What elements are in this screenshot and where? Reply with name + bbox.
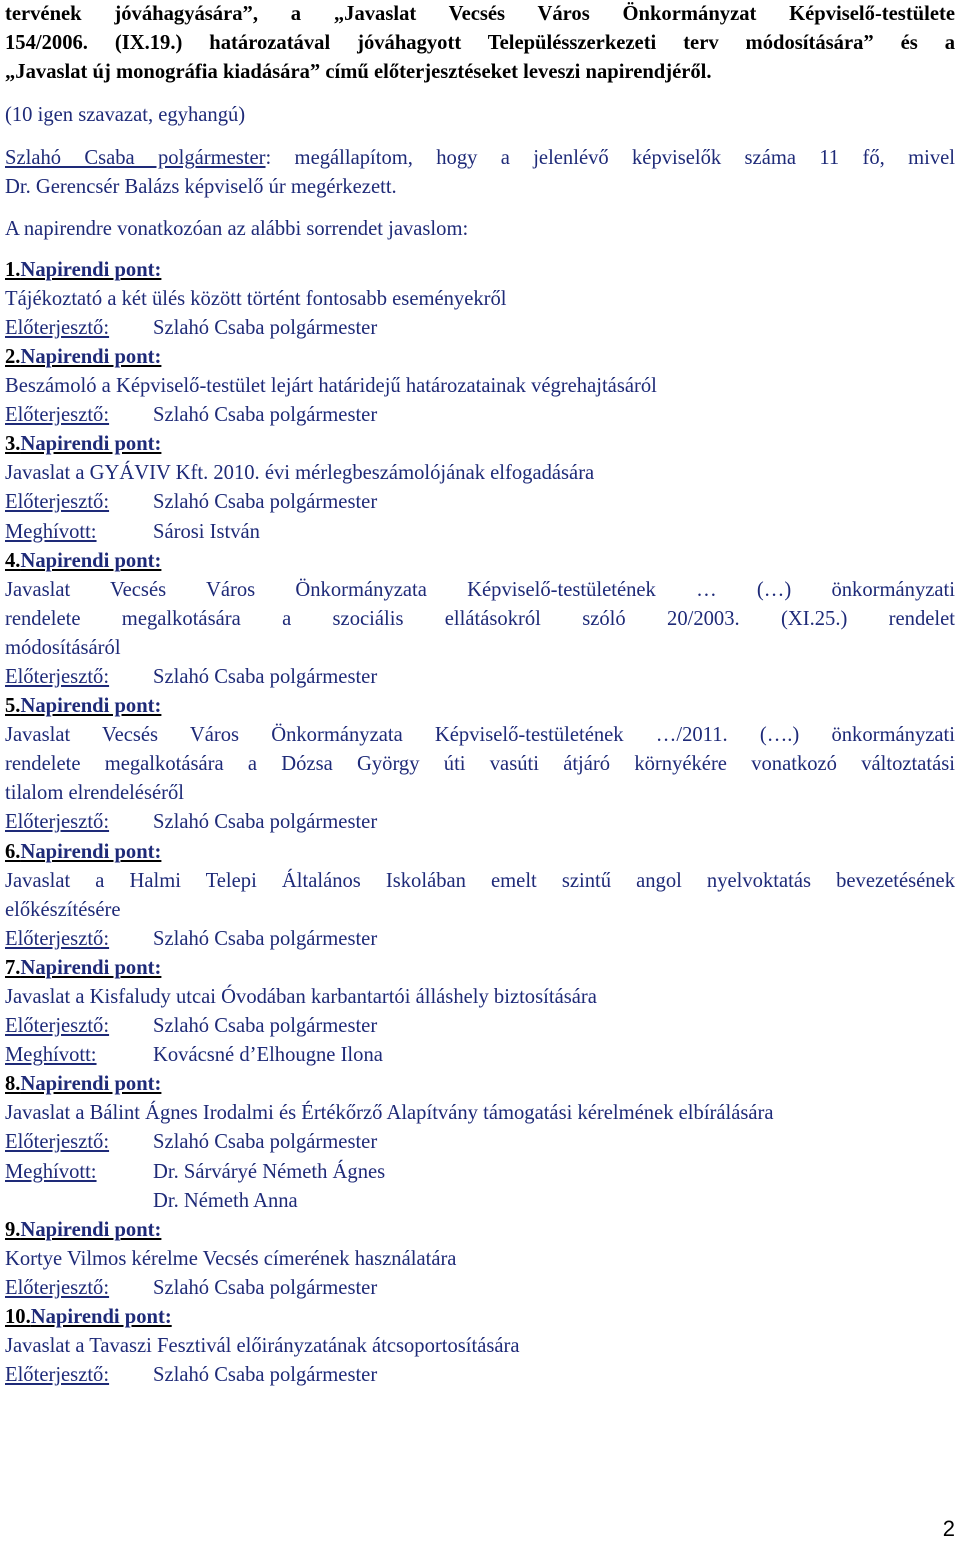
presenter-name: Szlahó Csaba polgármester	[153, 665, 378, 688]
presenter-name: Szlahó Csaba polgármester	[153, 1015, 378, 1038]
agenda-item-heading	[5, 547, 955, 576]
agenda-item	[5, 954, 955, 1070]
presenter-label: Előterjesztő:	[5, 665, 110, 688]
presenter-name: Szlahó Csaba polgármester	[153, 927, 378, 950]
agenda-item-heading-label: Napirendi pont:	[20, 956, 162, 979]
presenter-label: Előterjesztő:	[5, 927, 110, 950]
agenda-item-heading-label: Napirendi pont:	[20, 258, 162, 281]
agenda-list	[5, 256, 955, 1391]
agenda-item-title-line: Kortye Vilmos kérelme Vecsés címerének használatára	[5, 1247, 457, 1270]
presenter-row	[5, 488, 955, 517]
agenda-item	[5, 430, 955, 546]
agenda-intro: A napirendre vonatkozóan az alábbi sorrendet javaslom:	[5, 217, 469, 240]
document-page	[5, 0, 955, 1390]
presenter-label: Előterjesztő:	[5, 1364, 110, 1387]
presenter-name: Szlahó Csaba polgármester	[153, 811, 378, 834]
agenda-item	[5, 692, 955, 837]
agenda-item	[5, 256, 955, 343]
agenda-item-number: 5.	[5, 695, 21, 718]
agenda-item-number: 10.	[5, 1306, 31, 1329]
presenter-row	[5, 401, 955, 430]
mayor-statement-line-1	[5, 144, 955, 173]
intro-line-3: „Javaslat új monográfia kiadására” című előterjesztéseket leveszi napirendjéről.	[5, 61, 712, 84]
mayor-statement-line-2: Dr. Gerencsér Balázs képviselő úr megérkezett.	[5, 176, 397, 199]
agenda-item-heading	[5, 838, 955, 867]
agenda-item	[5, 343, 955, 430]
agenda-item	[5, 1070, 955, 1215]
presenter-name: Szlahó Csaba polgármester	[153, 1276, 378, 1299]
presenter-name: Szlahó Csaba polgármester	[153, 1131, 378, 1154]
agenda-item-heading-label: Napirendi pont:	[20, 840, 162, 863]
agenda-item-heading-label: Napirendi pont:	[20, 1073, 162, 1096]
agenda-item	[5, 1216, 955, 1303]
agenda-item-heading	[5, 1070, 955, 1099]
agenda-item-heading-label: Napirendi pont:	[20, 695, 162, 718]
agenda-item-title-line: előkészítésére	[5, 898, 121, 921]
invited-row	[5, 1187, 955, 1216]
presenter-label: Előterjesztő:	[5, 1131, 110, 1154]
agenda-item-heading-label: Napirendi pont:	[20, 549, 162, 572]
agenda-item-title-line: Javaslat a GYÁVIV Kft. 2010. évi mérlegbeszámolójának elfogadására	[5, 462, 595, 485]
agenda-item-title-line: Javaslat a Kisfaludy utcai Óvodában karbantartói álláshely biztosítására	[5, 986, 597, 1008]
presenter-name: Szlahó Csaba polgármester	[153, 404, 378, 427]
presenter-name: Szlahó Csaba polgármester	[153, 491, 378, 514]
intro-line-1: tervének jóváhagyására”, a „Javaslat Vecsés Város Önkormányzat Képviselő-testülete	[5, 3, 955, 25]
presenter-label: Előterjesztő:	[5, 316, 110, 339]
presenter-name: Szlahó Csaba polgármester	[153, 1364, 378, 1387]
agenda-item-heading	[5, 343, 955, 372]
presenter-label: Előterjesztő:	[5, 1276, 110, 1299]
agenda-item-number: 1.	[5, 258, 21, 281]
agenda-item-heading-label: Napirendi pont:	[20, 433, 162, 456]
agenda-item-heading-label: Napirendi pont:	[20, 1218, 162, 1241]
agenda-item-heading	[5, 430, 955, 459]
presenter-label: Előterjesztő:	[5, 404, 110, 427]
invited-label: Meghívott:	[5, 1044, 97, 1067]
presenter-label: Előterjesztő:	[5, 491, 110, 514]
presenter-row	[5, 663, 955, 692]
agenda-item-number: 8.	[5, 1073, 21, 1096]
presenter-label: Előterjesztő:	[5, 1015, 110, 1038]
agenda-item-heading	[5, 256, 955, 285]
agenda-item	[5, 1303, 955, 1390]
agenda-item-title-line: Javaslat Vecsés Város Önkormányzata Képviselő-testületének …/2011. (….) önkormányzati	[5, 724, 955, 747]
presenter-name: Szlahó Csaba polgármester	[153, 316, 378, 339]
agenda-item-number: 2.	[5, 345, 21, 368]
agenda-item-title-line: Javaslat Vecsés Város Önkormányzata Képviselő-testületének … (…) önkormányzati	[5, 578, 955, 601]
statement-text: : megállapítom, hogy a jelenlévő képviselők száma 11 fő, mivel	[265, 147, 955, 170]
intro-line-2: 154/2006. (IX.19.) határozatával jóváhagyott Településszerkezeti terv módosítására” és a	[5, 32, 955, 55]
agenda-item-heading-label: Napirendi pont:	[30, 1306, 172, 1329]
agenda-item-title-line: Javaslat a Bálint Ágnes Irodalmi és Értékőrző Alapítvány támogatási kérelmének elbírálására	[5, 1102, 774, 1125]
vote-result: (10 igen szavazat, egyhangú)	[5, 104, 246, 127]
presenter-row	[5, 808, 955, 837]
agenda-item-heading	[5, 1303, 955, 1332]
presenter-row	[5, 1274, 955, 1303]
agenda-item-title-line: tilalom elrendeléséről	[5, 782, 184, 805]
agenda-item-title-line: Beszámoló a Képviselő-testület lejárt határidejű határozatainak végrehajtásáról	[5, 375, 657, 398]
agenda-item-number: 6.	[5, 840, 21, 863]
presenter-row	[5, 1361, 955, 1390]
agenda-item-heading	[5, 692, 955, 721]
invited-name: Dr. Sárváryé Németh Ágnes	[153, 1160, 386, 1183]
page-number: 2	[942, 1516, 955, 1541]
presenter-row	[5, 1012, 955, 1041]
presenter-row	[5, 925, 955, 954]
agenda-item-title-line: Javaslat a Tavaszi Fesztivál előirányzatának átcsoportosítására	[5, 1335, 520, 1358]
agenda-item-title-line: Javaslat a Halmi Telepi Általános Iskolában emelt szintű angol nyelvoktatás bevezetésének	[5, 869, 955, 892]
invited-name: Dr. Németh Anna	[153, 1189, 298, 1212]
presenter-row	[5, 1128, 955, 1157]
presenter-label: Előterjesztő:	[5, 811, 110, 834]
agenda-item-heading	[5, 954, 955, 983]
speaker-name: Szlahó Csaba polgármester	[5, 147, 266, 170]
invited-name: Sárosi István	[153, 520, 260, 543]
invited-name: Kovácsné d’Elhougne Ilona	[153, 1044, 383, 1067]
invited-row	[5, 1041, 955, 1070]
agenda-item-title-line: Tájékoztató a két ülés között történt fontosabb eseményekről	[5, 287, 507, 310]
agenda-item-title-line: rendelete megalkotására a szociális ellátásokról szóló 20/2003. (XI.25.) rendelet	[5, 607, 955, 630]
agenda-item-number: 4.	[5, 549, 21, 572]
agenda-item-heading	[5, 1216, 955, 1245]
agenda-item-number: 3.	[5, 433, 21, 456]
invited-label: Meghívott:	[5, 1160, 97, 1183]
agenda-item-heading-label: Napirendi pont:	[20, 345, 162, 368]
presenter-row	[5, 314, 955, 343]
agenda-item-title-line: módosításáról	[5, 636, 121, 659]
invited-row	[5, 518, 955, 547]
invited-row	[5, 1158, 955, 1187]
invited-label: Meghívott:	[5, 520, 97, 543]
agenda-item-title-line: rendelete megalkotására a Dózsa György úti vasúti átjáró környékére vonatkozó változtatási	[5, 753, 955, 776]
agenda-item-number: 9.	[5, 1218, 21, 1241]
agenda-item	[5, 838, 955, 954]
agenda-item-number: 7.	[5, 956, 21, 979]
agenda-item	[5, 547, 955, 692]
